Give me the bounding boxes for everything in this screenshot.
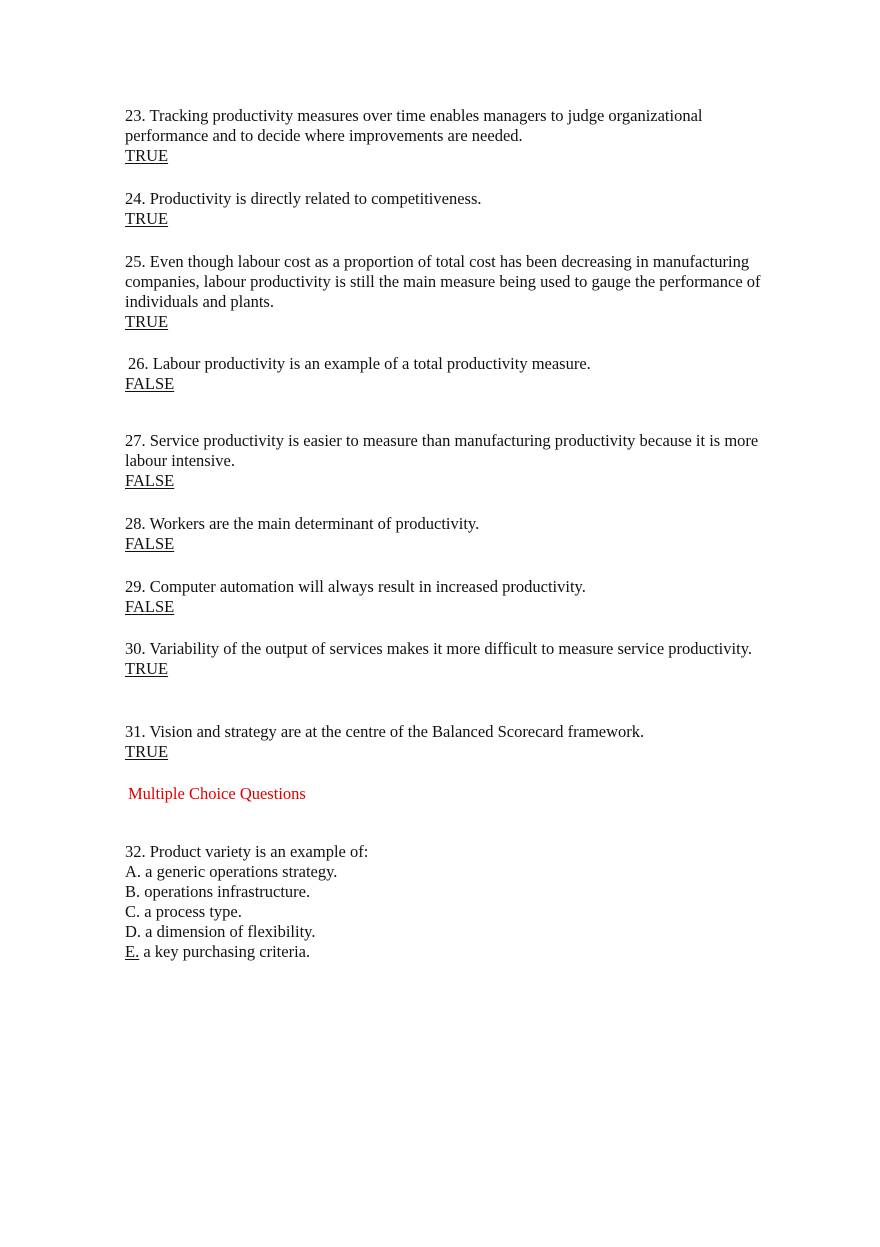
question-30 bbox=[125, 639, 775, 679]
question-text: 28. Workers are the main determinant of productivity. bbox=[125, 514, 480, 533]
option-e bbox=[125, 942, 775, 962]
answer-label: TRUE bbox=[125, 209, 169, 228]
question-31 bbox=[125, 722, 775, 762]
option-a bbox=[125, 862, 775, 882]
answer-label: TRUE bbox=[125, 742, 169, 761]
question-stem: 32. Product variety is an example of: bbox=[125, 842, 369, 861]
option-text: a process type. bbox=[144, 902, 242, 921]
option-text: a dimension of flexibility. bbox=[145, 922, 316, 941]
option-letter: D. bbox=[125, 922, 142, 941]
question-text: 26. Labour productivity is an example of a total productivity measure. bbox=[128, 354, 591, 373]
question-23 bbox=[125, 106, 775, 166]
option-d bbox=[125, 922, 775, 942]
answer-label: TRUE bbox=[125, 146, 169, 165]
question-27 bbox=[125, 431, 775, 491]
question-32 bbox=[125, 842, 775, 962]
option-b bbox=[125, 882, 775, 902]
question-text: 23. Tracking productivity measures over time enables managers to judge organizational performance and to decide where improvements are needed. bbox=[125, 106, 703, 145]
answer-label: FALSE bbox=[125, 534, 175, 553]
option-letter: A. bbox=[125, 862, 142, 881]
question-29 bbox=[125, 577, 775, 617]
option-letter-correct: E. bbox=[125, 942, 140, 961]
answer-label: FALSE bbox=[125, 374, 175, 393]
option-text: a generic operations strategy. bbox=[145, 862, 338, 881]
answer-label: TRUE bbox=[125, 659, 169, 678]
option-letter: C. bbox=[125, 902, 141, 921]
option-letter: B. bbox=[125, 882, 141, 901]
question-text: 30. Variability of the output of services makes it more difficult to measure service productivity. bbox=[125, 639, 752, 658]
section-heading: Multiple Choice Questions bbox=[128, 784, 306, 803]
question-text: 25. Even though labour cost as a proportion of total cost has been decreasing in manufacturing companies, labour productivity is still the main measure being used to gauge the performance of individuals and plants. bbox=[125, 252, 761, 311]
question-25 bbox=[125, 252, 775, 332]
option-c bbox=[125, 902, 775, 922]
question-text: 27. Service productivity is easier to measure than manufacturing productivity because it is more labour intensive. bbox=[125, 431, 759, 470]
answer-label: FALSE bbox=[125, 597, 175, 616]
question-text: 24. Productivity is directly related to competitiveness. bbox=[125, 189, 482, 208]
question-text: 29. Computer automation will always result in increased productivity. bbox=[125, 577, 586, 596]
answer-label: FALSE bbox=[125, 471, 175, 490]
answer-label: TRUE bbox=[125, 312, 169, 331]
question-26 bbox=[125, 354, 775, 394]
question-24 bbox=[125, 189, 775, 229]
question-28 bbox=[125, 514, 775, 554]
question-text: 31. Vision and strategy are at the centre of the Balanced Scorecard framework. bbox=[125, 722, 645, 741]
option-text: a key purchasing criteria. bbox=[143, 942, 311, 961]
option-text: operations infrastructure. bbox=[144, 882, 311, 901]
